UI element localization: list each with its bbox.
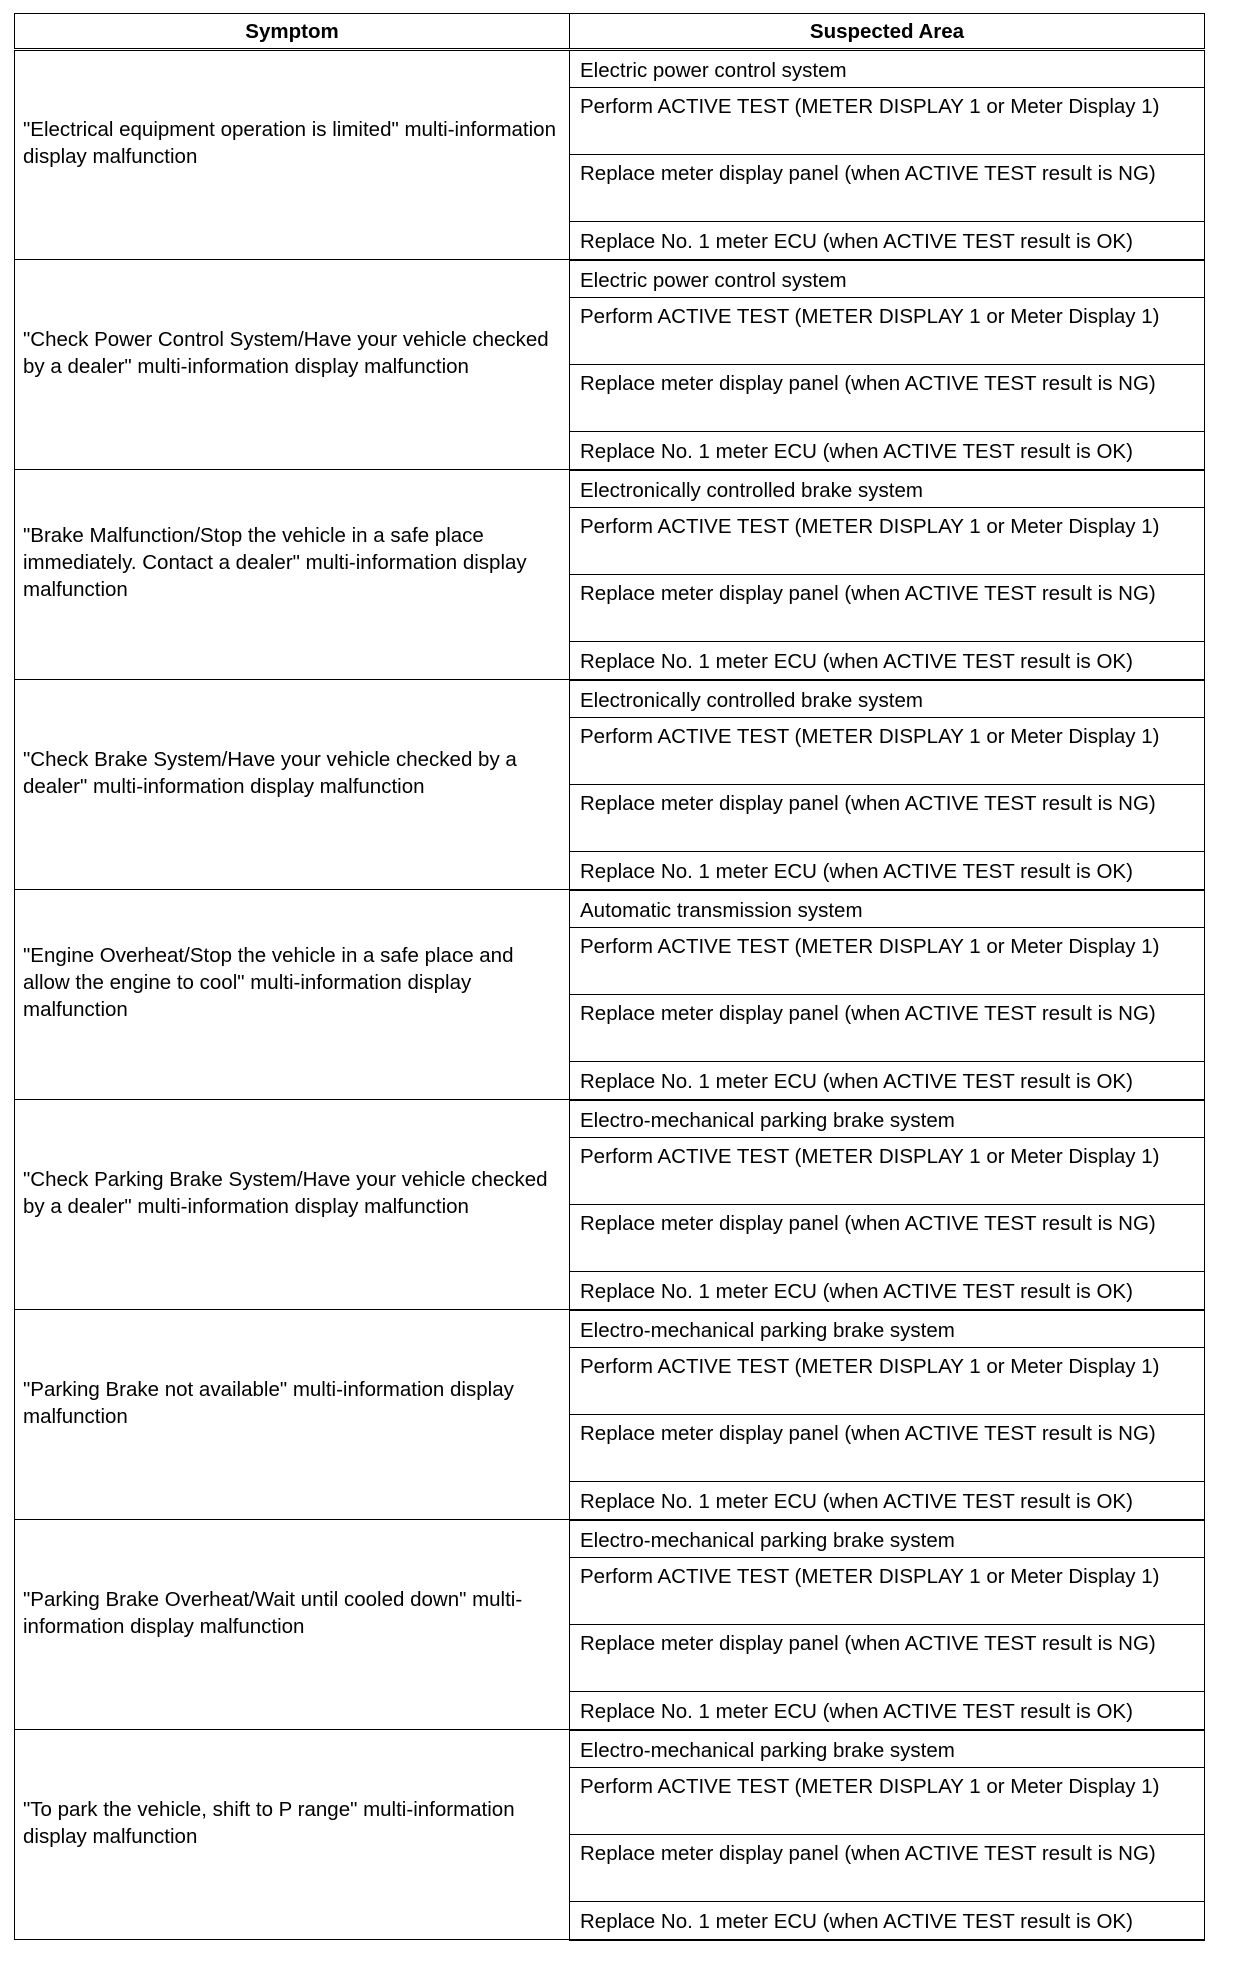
- suspected-area-cell: Perform ACTIVE TEST (METER DISPLAY 1 or Meter Display 1): [570, 928, 1205, 995]
- suspected-area-cell: Replace meter display panel (when ACTIVE TEST result is NG): [570, 785, 1205, 852]
- suspected-area-cell: Replace meter display panel (when ACTIVE TEST result is NG): [570, 1205, 1205, 1272]
- table-row: [15, 1520, 1205, 1558]
- suspected-area-cell: Perform ACTIVE TEST (METER DISPLAY 1 or Meter Display 1): [570, 88, 1205, 155]
- suspected-area-cell: Replace meter display panel (when ACTIVE TEST result is NG): [570, 155, 1205, 222]
- symptom-text: "To park the vehicle, shift to P range" multi-information display malfunction: [23, 1797, 515, 1848]
- suspected-area-cell: Electro-mechanical parking brake system: [570, 1100, 1205, 1138]
- symptom-cell: [15, 50, 570, 260]
- suspected-area-cell: Perform ACTIVE TEST (METER DISPLAY 1 or Meter Display 1): [570, 1768, 1205, 1835]
- table-row: [15, 1100, 1205, 1138]
- suspected-area-cell: Perform ACTIVE TEST (METER DISPLAY 1 or Meter Display 1): [570, 1348, 1205, 1415]
- suspected-area-cell: Electronically controlled brake system: [570, 680, 1205, 718]
- suspected-area-cell: Replace meter display panel (when ACTIVE TEST result is NG): [570, 575, 1205, 642]
- symptom-cell: [15, 260, 570, 470]
- suspected-area-cell: Perform ACTIVE TEST (METER DISPLAY 1 or Meter Display 1): [570, 718, 1205, 785]
- table-row: [15, 890, 1205, 928]
- symptom-cell: [15, 680, 570, 890]
- suspected-area-cell: Electro-mechanical parking brake system: [570, 1310, 1205, 1348]
- suspected-area-cell: Replace No. 1 meter ECU (when ACTIVE TEST result is OK): [570, 432, 1205, 470]
- table-row: [15, 1310, 1205, 1348]
- symptom-text: "Engine Overheat/Stop the vehicle in a safe place and allow the engine to cool" multi-information display malfunction: [23, 944, 514, 1021]
- symptom-text: "Electrical equipment operation is limited" multi-information display malfunction: [23, 118, 556, 168]
- suspected-area-cell: Electric power control system: [570, 50, 1205, 88]
- suspected-area-cell: Replace No. 1 meter ECU (when ACTIVE TEST result is OK): [570, 642, 1205, 680]
- symptom-cell: [15, 890, 570, 1100]
- header-symptom: Symptom: [15, 14, 570, 50]
- symptom-text: "Check Power Control System/Have your vehicle checked by a dealer" multi-information display malfunction: [23, 327, 549, 378]
- suspected-area-cell: Replace No. 1 meter ECU (when ACTIVE TEST result is OK): [570, 1902, 1205, 1940]
- table-header-row: [15, 14, 1205, 50]
- suspected-area-cell: Perform ACTIVE TEST (METER DISPLAY 1 or Meter Display 1): [570, 298, 1205, 365]
- suspected-area-cell: Replace No. 1 meter ECU (when ACTIVE TEST result is OK): [570, 1062, 1205, 1100]
- suspected-area-cell: Electric power control system: [570, 260, 1205, 298]
- symptom-cell: [15, 1100, 570, 1310]
- symptom-text: "Parking Brake not available" multi-information display malfunction: [23, 1377, 514, 1428]
- document-page: [14, 13, 1204, 1941]
- suspected-area-cell: Electronically controlled brake system: [570, 470, 1205, 508]
- suspected-area-cell: Replace No. 1 meter ECU (when ACTIVE TEST result is OK): [570, 222, 1205, 260]
- suspected-area-cell: Replace meter display panel (when ACTIVE TEST result is NG): [570, 1625, 1205, 1692]
- table-row: [15, 680, 1205, 718]
- suspected-area-cell: Electro-mechanical parking brake system: [570, 1730, 1205, 1768]
- suspected-area-cell: Perform ACTIVE TEST (METER DISPLAY 1 or Meter Display 1): [570, 1558, 1205, 1625]
- symptom-cell: [15, 470, 570, 680]
- suspected-area-cell: Automatic transmission system: [570, 890, 1205, 928]
- suspected-area-cell: Replace meter display panel (when ACTIVE TEST result is NG): [570, 365, 1205, 432]
- suspected-area-cell: Perform ACTIVE TEST (METER DISPLAY 1 or Meter Display 1): [570, 1138, 1205, 1205]
- suspected-area-cell: Electro-mechanical parking brake system: [570, 1520, 1205, 1558]
- symptom-text: "Check Brake System/Have your vehicle checked by a dealer" multi-information display malfunction: [23, 747, 517, 798]
- suspected-area-cell: Replace meter display panel (when ACTIVE TEST result is NG): [570, 1415, 1205, 1482]
- table-row: [15, 50, 1205, 88]
- symptom-cell: [15, 1730, 570, 1940]
- suspected-area-cell: Replace No. 1 meter ECU (when ACTIVE TEST result is OK): [570, 852, 1205, 890]
- header-suspected-area: Suspected Area: [570, 14, 1205, 50]
- suspected-area-cell: Replace meter display panel (when ACTIVE TEST result is NG): [570, 1835, 1205, 1902]
- symptom-text: "Check Parking Brake System/Have your vehicle checked by a dealer" multi-information display malfunction: [23, 1167, 548, 1218]
- table-row: [15, 260, 1205, 298]
- symptom-cell: [15, 1520, 570, 1730]
- symptom-cell: [15, 1310, 570, 1520]
- suspected-area-cell: Perform ACTIVE TEST (METER DISPLAY 1 or Meter Display 1): [570, 508, 1205, 575]
- table-row: [15, 1730, 1205, 1768]
- suspected-area-cell: Replace meter display panel (when ACTIVE TEST result is NG): [570, 995, 1205, 1062]
- symptom-text: "Parking Brake Overheat/Wait until cooled down" multi-information display malfunction: [23, 1587, 523, 1638]
- table-body: [15, 50, 1205, 1940]
- suspected-area-cell: Replace No. 1 meter ECU (when ACTIVE TEST result is OK): [570, 1272, 1205, 1310]
- suspected-area-cell: Replace No. 1 meter ECU (when ACTIVE TEST result is OK): [570, 1482, 1205, 1520]
- table-row: [15, 470, 1205, 508]
- suspected-area-cell: Replace No. 1 meter ECU (when ACTIVE TEST result is OK): [570, 1692, 1205, 1730]
- symptom-table: [14, 13, 1205, 1941]
- symptom-text: "Brake Malfunction/Stop the vehicle in a safe place immediately. Contact a dealer" multi-information display malfunction: [23, 524, 527, 601]
